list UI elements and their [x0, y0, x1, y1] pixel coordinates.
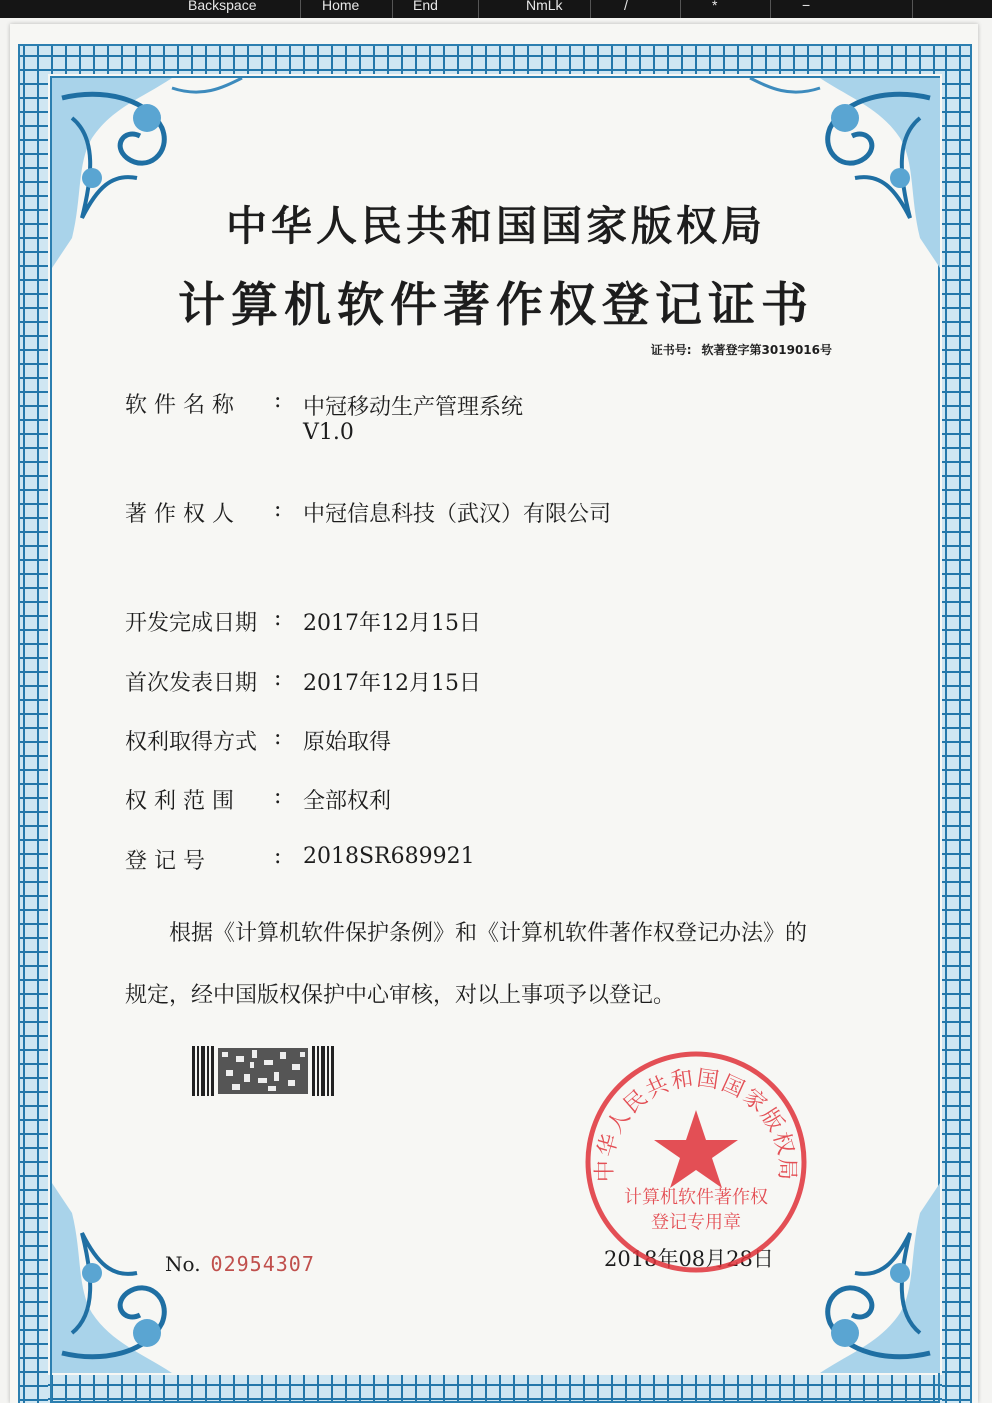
- issue-date: 2018年08月28日: [604, 1247, 774, 1271]
- key-separator: [478, 0, 479, 18]
- cert-number-label: 证书号:: [650, 343, 692, 357]
- certificate-number: [651, 341, 832, 358]
- colon: :: [274, 725, 282, 750]
- key-home: Home: [322, 0, 360, 13]
- certificate-body: [125, 903, 885, 1027]
- colon: :: [274, 666, 282, 691]
- colon: :: [274, 784, 282, 809]
- colon: :: [274, 844, 282, 869]
- issuer-title: 中华人民共和国国家版权局: [226, 202, 766, 250]
- key-slash: /: [624, 0, 628, 13]
- value-software-version: V1.0: [303, 420, 354, 445]
- value-acquisition-method: 原始取得: [303, 730, 392, 755]
- key-asterisk: *: [712, 0, 718, 13]
- value-first-publish-date: 2017年12月15日: [303, 671, 481, 696]
- value-copyright-owner: 中冠信息科技（武汉）有限公司: [303, 502, 612, 527]
- key-numlock: NmLk: [526, 0, 563, 13]
- label-acquisition-method: 权利取得方式: [125, 730, 258, 755]
- colon: :: [274, 497, 282, 522]
- corner-ornament-bottom-left: [52, 1183, 262, 1373]
- body-line-2: 规定，经中国版权保护中心审核，对以上事项予以登记。: [125, 983, 676, 1008]
- colon: :: [274, 388, 282, 413]
- key-separator: [590, 0, 591, 18]
- body-line-1: 根据《计算机软件保护条例》和《计算机软件著作权登记办法》的: [169, 921, 808, 946]
- seal-line-1: 计算机软件著作权: [624, 1187, 768, 1208]
- serial-value: 02954307: [210, 1252, 315, 1276]
- key-minus: −: [802, 0, 811, 13]
- label-copyright-owner: 著 作 权 人: [125, 502, 234, 527]
- key-backspace: Backspace: [188, 0, 257, 13]
- key-separator: [912, 0, 913, 18]
- label-registration-number: 登 记 号: [125, 849, 205, 874]
- seal-arc-text: 中华人民共和国国家版权局: [592, 1066, 800, 1183]
- value-rights-scope: 全部权利: [303, 789, 392, 814]
- certificate-title: 计算机软件著作权登记证书: [178, 278, 814, 333]
- label-software-name: 软 件 名 称: [125, 393, 234, 418]
- key-separator: [300, 0, 301, 18]
- meander-border-top: [20, 46, 970, 74]
- seal-line-2: 登记专用章: [651, 1212, 741, 1233]
- serial-label: No.: [165, 1252, 201, 1276]
- value-dev-complete-date: 2017年12月15日: [303, 611, 481, 636]
- label-first-publish-date: 首次发表日期: [125, 671, 258, 696]
- cert-number-value: 软著登字第3019016号: [701, 343, 832, 357]
- key-end: End: [413, 0, 438, 13]
- key-separator: [680, 0, 681, 18]
- colon: :: [274, 606, 282, 631]
- value-software-name: 中冠移动生产管理系统: [303, 395, 524, 420]
- serial-number: [165, 1252, 315, 1276]
- label-dev-complete-date: 开发完成日期: [125, 611, 258, 636]
- label-rights-scope: 权 利 范 围: [125, 789, 234, 814]
- key-separator: [770, 0, 771, 18]
- official-seal: [582, 1048, 810, 1276]
- value-registration-number: 2018SR689921: [303, 844, 475, 869]
- barcode: [192, 1046, 334, 1096]
- key-separator: [392, 0, 393, 18]
- keyboard-strip: [0, 0, 992, 18]
